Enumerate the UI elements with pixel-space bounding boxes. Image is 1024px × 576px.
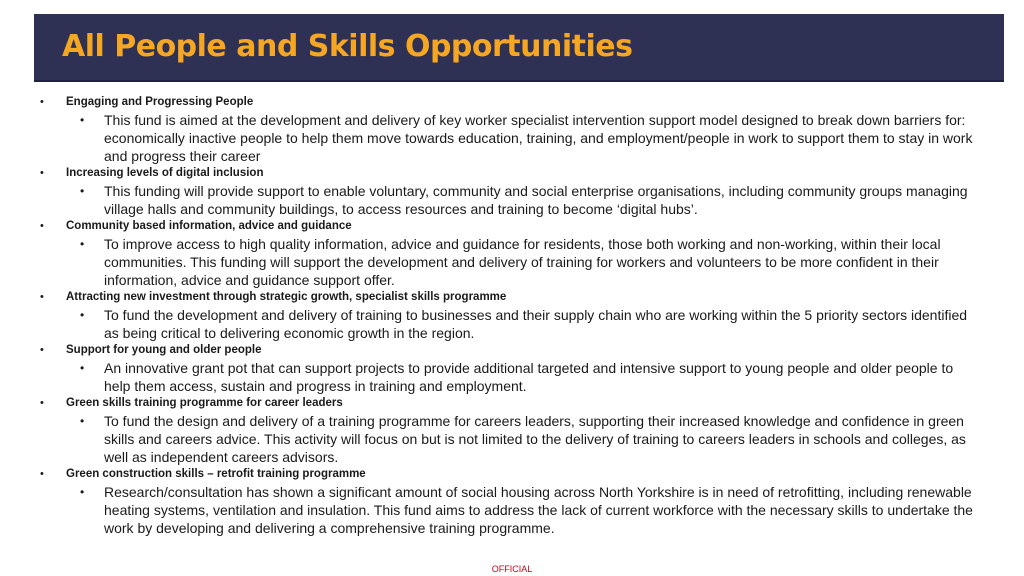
section-green-skills: [38, 395, 978, 466]
bullet-icon: •: [40, 96, 44, 108]
bullet-list: [38, 94, 978, 537]
bullet-icon: •: [80, 414, 85, 428]
section-heading-text: Increasing levels of digital inclusion: [66, 167, 264, 179]
section-heading-text: Attracting new investment through strategic growth, specialist skills programme: [66, 291, 507, 303]
bullet-icon: •: [80, 361, 85, 375]
bullet-icon: •: [80, 113, 85, 127]
section-detail-text: This funding will provide support to enable voluntary, community and social enterprise organisations, including community groups managing village halls and community buildings, to access resources and training to become ‘digital hubs’.: [104, 183, 968, 217]
classification-footer: OFFICIAL: [491, 564, 533, 574]
section-detail: [38, 359, 978, 395]
bullet-icon: •: [40, 167, 44, 179]
section-heading: [38, 94, 978, 111]
section-heading: [38, 165, 978, 182]
section-heading-text: Support for young and older people: [66, 344, 262, 356]
section-detail-text: To fund the design and delivery of a training programme for careers leaders, supporting their increased knowledge and confidence in green skills and careers advice. This activity will focus on but is not limited to the delivery of training to careers leaders in schools and colleges, as well as independent careers advisors.: [104, 413, 966, 465]
bullet-icon: •: [40, 291, 44, 303]
section-heading-text: Green skills training programme for career leaders: [66, 397, 343, 409]
page-title: All People and Skills Opportunities: [62, 29, 633, 64]
section-heading: [38, 218, 978, 235]
section-heading-text: Green construction skills – retrofit training programme: [66, 468, 366, 480]
bullet-icon: •: [80, 237, 85, 251]
bullet-icon: •: [80, 184, 85, 198]
title-bar: [34, 14, 1004, 82]
section-heading: [38, 342, 978, 359]
section-detail: [38, 182, 978, 218]
section-heading: [38, 289, 978, 306]
bullet-icon: •: [40, 344, 44, 356]
section-detail-text: Research/consultation has shown a significant amount of social housing across North Yorkshire is in need of retrofitting, including renewable heating systems, ventilation and insulation. This fund aims to address the lack of current workforce with the necessary skills to undertake the work by developing and delivering a comprehensive training programme.: [104, 484, 973, 536]
section-detail: [38, 483, 978, 537]
section-community-advice: [38, 218, 978, 289]
section-detail-text: To improve access to high quality information, advice and guidance for residents, those both working and non-working, within their local communities. This funding will support the development and delivery of training for workers and volunteers to be more confident in their information, advice and guidance support offer.: [104, 236, 941, 288]
section-heading: [38, 466, 978, 483]
section-detail-text: This fund is aimed at the development and delivery of key worker specialist intervention support model designed to break down barriers for: economically inactive people to help them move towards education, training, and employment/people in work to support them to stay in work and progress their career: [104, 112, 973, 164]
section-digital-inclusion: [38, 165, 978, 218]
bullet-icon: •: [40, 220, 44, 232]
section-investment-skills: [38, 289, 978, 342]
section-engaging-people: [38, 94, 978, 165]
section-detail: [38, 306, 978, 342]
section-green-construction: [38, 466, 978, 537]
section-detail: [38, 235, 978, 289]
section-heading: [38, 395, 978, 412]
section-detail-text: An innovative grant pot that can support projects to provide additional targeted and intensive support to young people and older people to help them access, sustain and progress in training and employment.: [104, 360, 954, 394]
section-detail: [38, 412, 978, 466]
bullet-icon: •: [80, 308, 85, 322]
bullet-icon: •: [80, 485, 85, 499]
section-heading-text: Engaging and Progressing People: [66, 96, 254, 108]
section-detail-text: To fund the development and delivery of training to businesses and their supply chain who are working within the 5 priority sectors identified as being critical to delivering economic growth in the region.: [104, 307, 968, 341]
bullet-icon: •: [40, 468, 44, 480]
section-detail: [38, 111, 978, 165]
section-young-older-people: [38, 342, 978, 395]
bullet-icon: •: [40, 397, 44, 409]
section-heading-text: Community based information, advice and guidance: [66, 220, 352, 232]
